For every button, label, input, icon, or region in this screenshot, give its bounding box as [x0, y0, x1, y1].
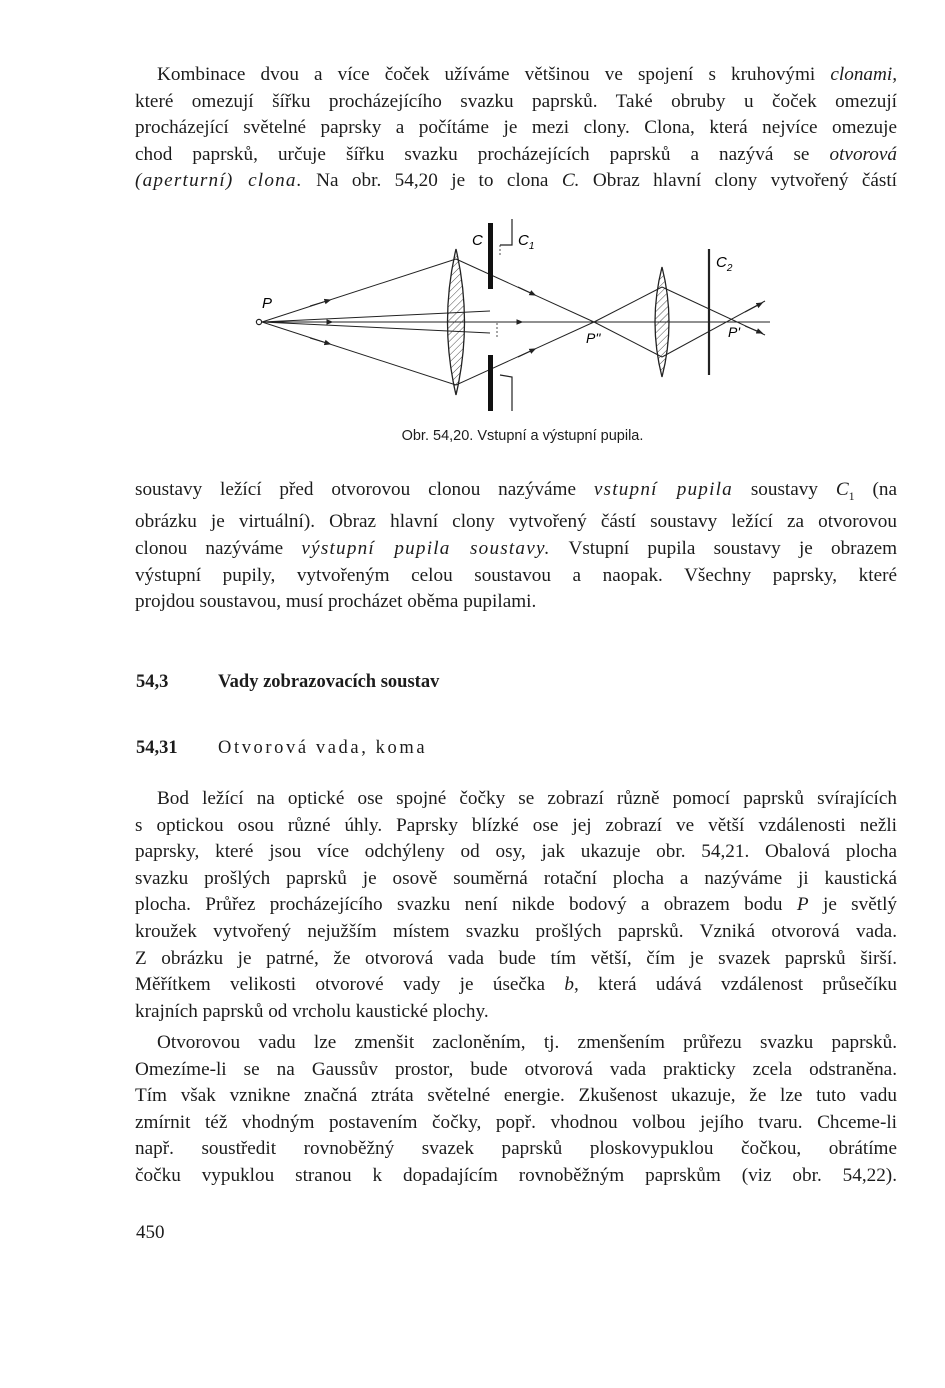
text-line: zmírnit též vhodným postavením čočky, popř. vhodnou volbou jejího tvaru. Chceme-li: [135, 1111, 897, 1133]
page-number: 450: [136, 1222, 165, 1243]
ray-upper: [262, 259, 456, 322]
lens-2: [655, 267, 669, 377]
optics-diagram: [250, 215, 790, 425]
paragraph-pupils: [135, 477, 897, 616]
text-line: Z obrázku je patrné, že otvorová vada bude tím větší, čím je svazek paprsků širší.: [135, 947, 897, 969]
text-line: výstupní pupily, vytvořeným celou soustavou a naopak. Všechny paprsky, které: [135, 564, 897, 586]
paragraph-intro: [135, 62, 897, 195]
text-line: čočku vypuklou stranou k dopadajícím rovnoběžným paprskům (viz obr. 54,22).: [135, 1164, 897, 1186]
section-number: 54,3: [136, 672, 169, 692]
text-line: např. soustředit rovnoběžný svazek paprsků ploskovypuklou čočkou, obrátíme: [135, 1138, 897, 1160]
text-line: které omezují šířku procházejícího svazku paprsků. Také obruby u čoček omezují: [135, 90, 897, 112]
paragraph-aberration: [135, 786, 897, 1025]
text-line: plocha. Průřez procházejícího svazku není nikde bodový a obrazem bodu P je světlý: [135, 894, 898, 916]
text-line: projdou soustavou, musí procházet oběma pupilami.: [135, 591, 537, 613]
label-c2: $C_2$: [716, 254, 733, 274]
text-line: Kombinace dvou a více čoček užíváme většinou ve spojení s kruhovými clonami,: [157, 64, 897, 85]
subsection-heading: [136, 738, 427, 759]
text-line: Měřítkem velikosti otvorové vady je úsečka b, která udává vzdálenost průsečíku: [135, 974, 898, 996]
label-p-double-prime: P": [586, 330, 601, 346]
object-point-p: [256, 319, 261, 324]
lens-1: [448, 249, 465, 395]
text-line: s optickou osou různé úhly. Paprsky blízké ose jej zobrazí ve větší vzdálenosti nežli: [135, 814, 897, 836]
stop-c1-upper: [500, 219, 512, 245]
subsection-title: Otvorová vada, koma: [218, 738, 428, 758]
subsection-number: 54,31: [136, 738, 178, 758]
aperture-stop-c: [488, 223, 493, 289]
ray-upper-diverging: [594, 287, 662, 322]
text-line: Omezíme-li se na Gaussův prostor, bude otvorová vada prakticky zcela odstraněna.: [135, 1058, 897, 1080]
text-line: Tím však vznikne značná ztráta světelné energie. Zkušenost ukazuje, že lze tuto vadu: [135, 1085, 897, 1107]
text-line: obrázku je virtuální). Obraz hlavní clony vytvořený částí soustavy ležící za otvorovou: [135, 511, 897, 533]
text-line: soustavy ležící před otvorovou clonou nazýváme vstupní pupila soustavy $C_1$ (na: [135, 479, 897, 503]
text-line: Bod ležící na optické ose spojné čočky se zobrazí různě pomocí paprsků svírajících: [157, 788, 897, 809]
label-c1: $C_1$: [518, 232, 535, 252]
text-line: krajních paprsků od vrcholu kaustické plochy.: [135, 1000, 489, 1022]
ray-lower-diverging: [594, 322, 662, 357]
text-line: kroužek vytvořený nejužším místem svazku prošlých paprsků. Vzniká otvorová vada.: [135, 920, 897, 942]
text-line: chod paprsků, určuje šířku svazku procházejících paprsků a nazývá se otvorová: [135, 143, 897, 165]
stop-c1-lower: [500, 375, 512, 411]
figure-caption: Obr. 54,20. Vstupní a výstupní pupila.: [401, 428, 644, 444]
text-line: clonou nazýváme výstupní pupila soustavy. Vstupní pupila soustavy je obrazem: [135, 538, 898, 560]
text-line: svazku prošlých paprsků je osově souměrná rotační plocha a nazýváme ji kaustická: [135, 867, 897, 889]
label-c: C: [472, 232, 483, 249]
text-line: Otvorovou vadu lze zmenšit zacloněním, tj. zmenšením průřezu svazku paprsků.: [157, 1032, 897, 1053]
text-line: procházející světelné paprsky a počítáme je mezi clony. Clona, která nejvíce omezuje: [135, 117, 897, 139]
text-line: (aperturní) clona. Na obr. 54,20 je to clona C. Obraz hlavní clony vytvořený částí: [135, 170, 897, 192]
label-p: P: [262, 295, 273, 312]
paragraph-stopping-down: [135, 1030, 897, 1190]
label-p-prime: P': [728, 324, 741, 340]
section-heading: [136, 672, 439, 693]
ray-lower: [262, 322, 456, 385]
aperture-stop-c-lower: [488, 355, 493, 411]
section-title: Vady zobrazovacích soustav: [218, 672, 440, 692]
text-line: paprsky, které jsou více odchýleny od osy, jak ukazuje obr. 54,21. Obalová plocha: [135, 841, 897, 863]
